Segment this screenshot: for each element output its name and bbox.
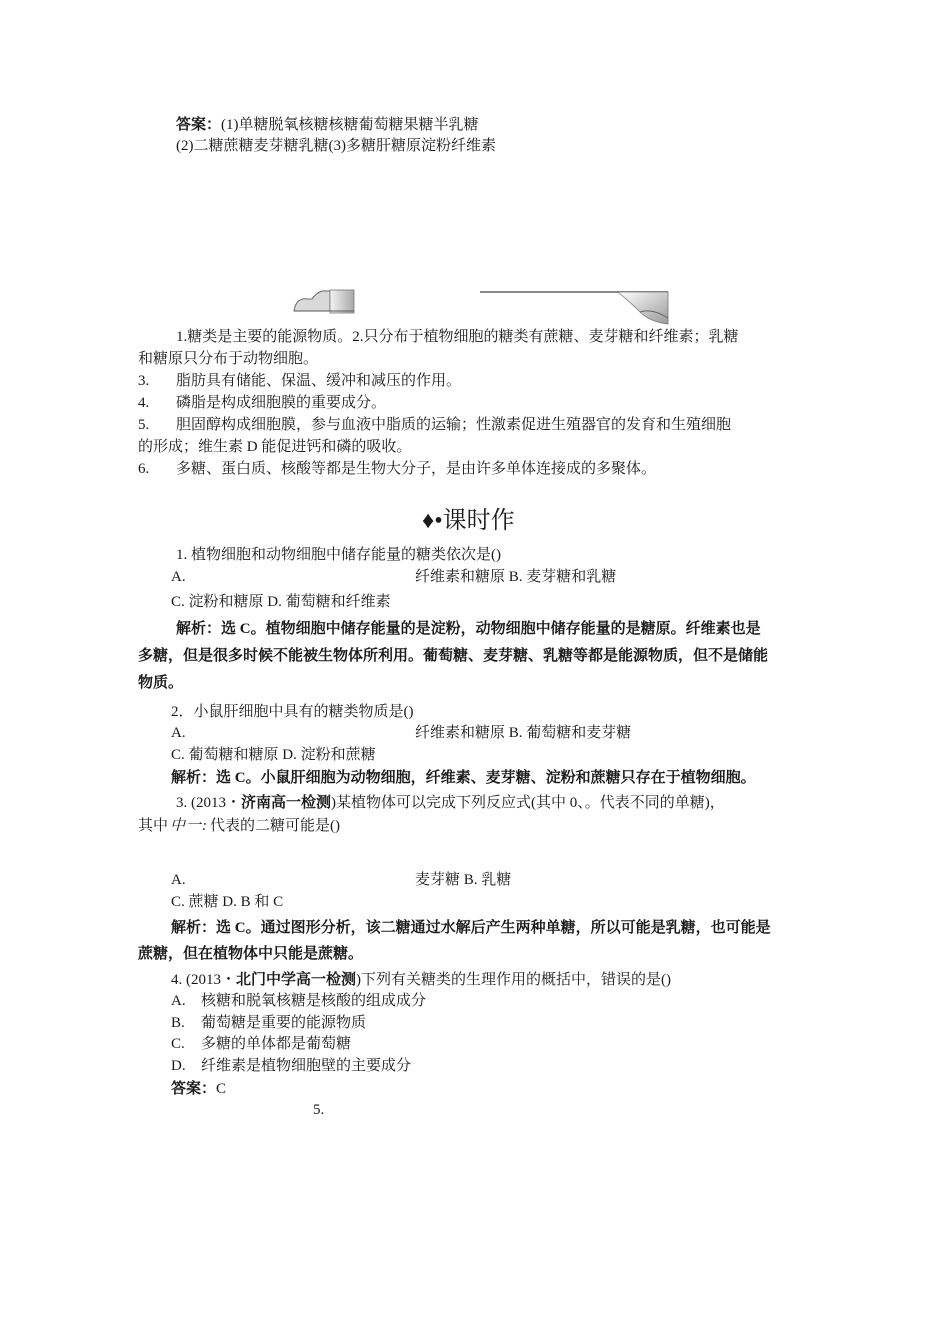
q3-analysis-line-1: 解析：选 C。通过图形分析，该二糖通过水解后产生两种单糖，所以可能是乳糖，也可能是 bbox=[171, 920, 771, 936]
q3-analysis-line-2: 蔗糖，但在植物体中只能是蔗糖。 bbox=[138, 946, 364, 962]
q1-stem: 1. 植物细胞和动物细胞中储存能量的糖类依次是() bbox=[176, 547, 501, 563]
answer-value: C bbox=[216, 1081, 227, 1097]
answer-line-1 bbox=[176, 115, 479, 135]
q2-analysis: 解析：选 C。小鼠肝细胞为动物细胞，纤维素、麦芽糖、淀粉和蔗糖只存在于植物细胞。 bbox=[171, 770, 756, 786]
disaccharide-symbol: 中一: bbox=[170, 818, 209, 834]
q4-option-b: B. 葡萄糖是重要的能源物质 bbox=[171, 1015, 367, 1031]
answer-line-2: (2)二糖蔗糖麦芽糖乳糖(3)多糖肝糖原淀粉纤维素 bbox=[176, 138, 496, 154]
q1-analysis-line-1: 解析：选 C。植物细胞中储存能量的是淀粉，动物细胞中储存能量的是糖原。纤维素也是 bbox=[176, 621, 761, 637]
q1-option-a-label: A. bbox=[171, 569, 186, 585]
summary-point-4: 4. 磷脂是构成细胞膜的重要成分。 bbox=[138, 395, 387, 411]
summary-point-5-cont: 的形成；维生素 D 能促进钙和磷的吸收。 bbox=[138, 439, 412, 455]
q1-analysis-line-3: 物质。 bbox=[138, 675, 184, 691]
q4-option-d: D. 纤维素是植物细胞壁的主要成分 bbox=[171, 1058, 412, 1074]
summary-point-1-2: 1.糖类是主要的能源物质。2.只分布于植物细胞的糖类有蔗糖、麦芽糖和纤维素；乳糖 bbox=[176, 329, 739, 345]
section-title: ♦•课时作 bbox=[422, 508, 515, 534]
q3-option-a-b: 麦芽糖 B. 乳糖 bbox=[415, 872, 512, 888]
q1-option-a-b: 纤维素和糖原 B. 麦芽糖和乳糖 bbox=[415, 569, 617, 585]
q4-source: 北门中学高一检测 bbox=[236, 972, 357, 988]
q3-source: 济南高一检测 bbox=[241, 795, 332, 811]
summary-point-6: 6. 多糖、蛋白质、核酸等都是生物大分子，是由许多单体连接成的多聚体。 bbox=[138, 461, 657, 477]
analysis-label: 解析： bbox=[176, 621, 222, 637]
summary-point-5: 5. 胆固醇构成细胞膜，参与血液中脂质的运输；性激素促进生殖器官的发育和生殖细胞 bbox=[138, 417, 732, 433]
q2-stem: 2．小鼠肝细胞中具有的糖类物质是() bbox=[171, 704, 414, 720]
q4-answer bbox=[171, 1079, 226, 1099]
q3-stem-line-2: 其中 中一: 代表的二糖可能是() bbox=[138, 818, 341, 834]
answer-label: 答案： bbox=[171, 1081, 217, 1097]
q2-option-a-b: 纤维素和糖原 B. 葡萄糖和麦芽糖 bbox=[415, 725, 632, 741]
q2-option-c-d: C. 葡萄糖和糖原 D. 淀粉和蔗糖 bbox=[171, 747, 376, 763]
q1-option-c-d: C. 淀粉和糖原 D. 葡萄糖和纤维素 bbox=[171, 594, 391, 610]
analysis-label: 解析： bbox=[171, 920, 217, 936]
q3-option-c-d: C. 蔗糖 D. B 和 C bbox=[171, 894, 284, 910]
q3-stem-line-1: 3. (2013・济南高一检测)某植物体可以完成下列反应式(其中 0、。代表不同的单糖)， bbox=[176, 795, 725, 811]
q3-option-a-label: A. bbox=[171, 872, 186, 888]
analysis-label: 解析： bbox=[171, 770, 217, 786]
summary-point-1-2-cont: 和糖原只分布于动物细胞。 bbox=[138, 351, 319, 367]
q2-option-a-label: A. bbox=[171, 725, 186, 741]
answer-text-1: (1)单糖脱氧核糖核糖葡萄糖果糖半乳糖 bbox=[221, 117, 479, 133]
q4-option-c: C. 多糖的单体都是葡萄糖 bbox=[171, 1036, 352, 1052]
q4-option-a: A. 核糖和脱氧核糖是核酸的组成成分 bbox=[171, 993, 427, 1009]
answer-label: 答案： bbox=[176, 117, 222, 133]
q4-stem: 4. (2013・北门中学高一检测)下列有关糖类的生理作用的概括中，错误的是() bbox=[171, 972, 672, 988]
scroll-left-decoration-icon bbox=[290, 287, 356, 315]
summary-point-3: 3. 脂肪具有储能、保温、缓冲和减压的作用。 bbox=[138, 373, 462, 389]
scroll-right-decoration-icon bbox=[480, 288, 670, 326]
q5-number: 5. bbox=[313, 1102, 325, 1118]
q1-analysis-line-2: 多糖，但是很多时候不能被生物体所利用。葡萄糖、麦芽糖、乳糖等都是能源物质，但不是储能 bbox=[138, 648, 769, 664]
